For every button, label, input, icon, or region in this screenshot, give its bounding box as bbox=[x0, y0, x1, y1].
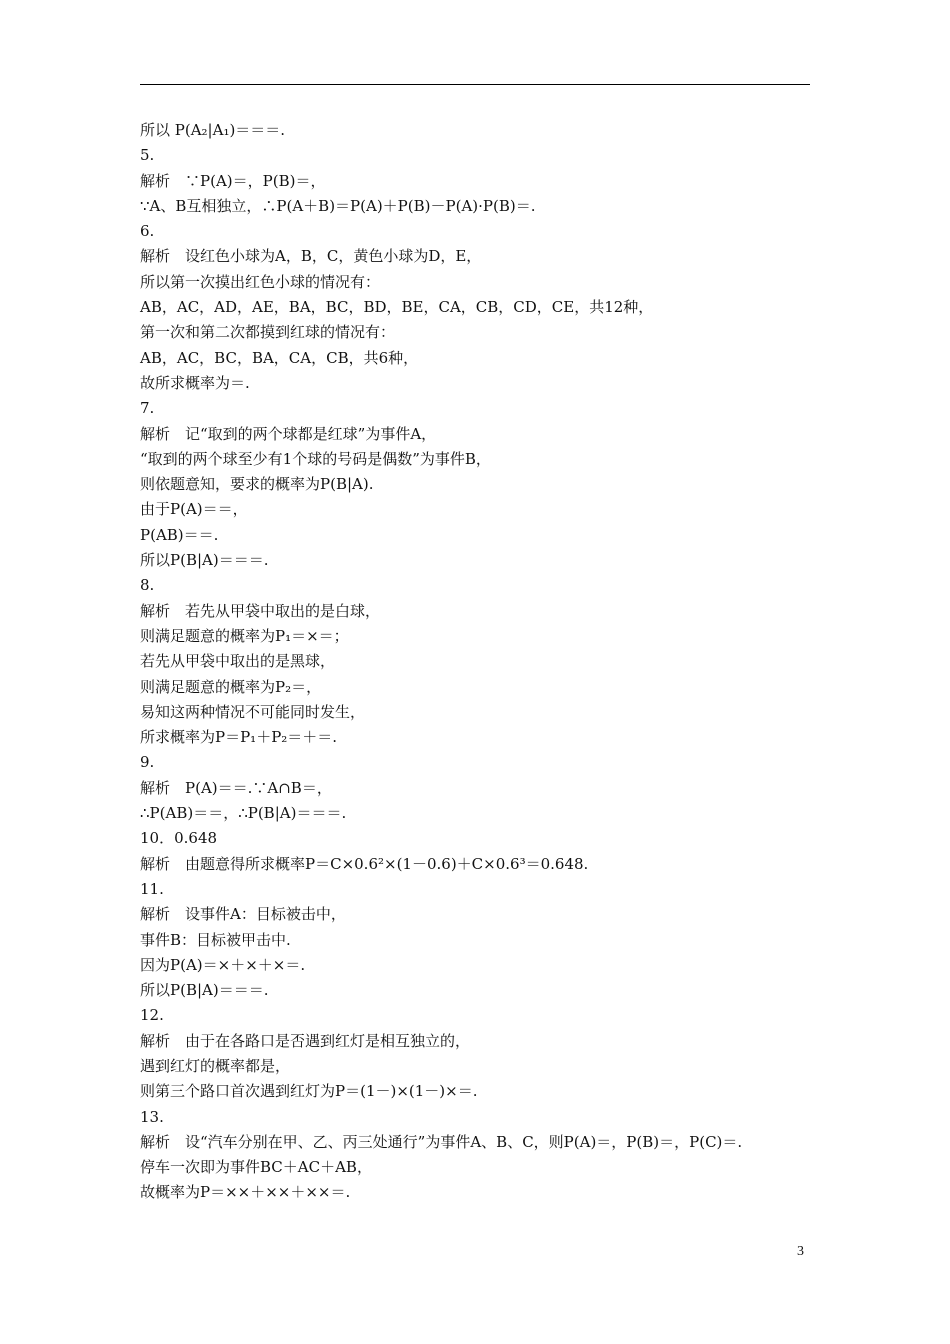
text-line: 解析 设“汽车分别在甲、乙、丙三处通行”为事件A、B、C，则P(A)＝，P(B)＝，P(C)＝. bbox=[140, 1132, 743, 1151]
text-line: 8. bbox=[140, 576, 155, 595]
text-line: 解析 由于在各路口是否遇到红灯是相互独立的， bbox=[140, 1031, 471, 1050]
text-line: 易知这两种情况不可能同时发生， bbox=[140, 702, 366, 721]
text-line: “取到的两个球至少有1个球的号码是偶数”为事件B， bbox=[140, 449, 491, 468]
text-line: 则依题意知，要求的概率为P(B|A). bbox=[140, 475, 374, 494]
text-line: 7. bbox=[140, 399, 155, 418]
text-line: 12. bbox=[140, 1006, 164, 1025]
text-line: 解析 P(A)＝＝.∵A∩B＝， bbox=[140, 778, 332, 797]
text-line: 所以P(B|A)＝＝＝. bbox=[140, 551, 269, 570]
text-line: 所以 P(A₂|A₁)＝＝＝. bbox=[140, 121, 286, 139]
document-body bbox=[140, 118, 820, 1206]
text-line: 则满足题意的概率为P₁＝×＝； bbox=[140, 626, 349, 645]
text-line: 解析 若先从甲袋中取出的是白球， bbox=[140, 601, 381, 620]
text-line: 5. bbox=[140, 146, 155, 165]
text-line: 所以第一次摸出红色小球的情况有： bbox=[140, 272, 381, 291]
text-line: 解析 设事件A：目标被击中， bbox=[140, 905, 346, 924]
text-line: 则第三个路口首次遇到红灯为P＝(1－)×(1－)×＝. bbox=[140, 1082, 478, 1101]
text-line: 事件B：目标被甲击中. bbox=[140, 930, 291, 949]
text-line: ∴P(AB)＝＝，∴P(B|A)＝＝＝. bbox=[140, 804, 347, 823]
text-line: 由于P(A)＝＝， bbox=[140, 500, 248, 519]
text-line: 6. bbox=[140, 222, 155, 241]
text-line: 解析 ∵P(A)＝，P(B)＝， bbox=[140, 171, 326, 190]
text-line: AB，AC，BC，BA，CA，CB，共6种， bbox=[140, 348, 419, 367]
text-line: 所求概率为P＝P₁＋P₂＝＋＝. bbox=[140, 728, 338, 747]
text-line: 所以P(B|A)＝＝＝. bbox=[140, 981, 269, 1000]
text-line: 解析 设红色小球为A，B，C，黄色小球为D，E， bbox=[140, 247, 482, 266]
text-line: 9. bbox=[140, 753, 155, 772]
text-line: AB，AC，AD，AE，BA，BC，BD，BE，CA，CB，CD，CE，共12种， bbox=[140, 298, 654, 317]
text-line: 遇到红灯的概率都是， bbox=[140, 1056, 291, 1075]
text-line: 故所求概率为＝. bbox=[140, 373, 250, 392]
header-rule bbox=[140, 84, 810, 85]
text-line: 解析 记“取到的两个球都是红球”为事件A， bbox=[140, 424, 437, 443]
text-line: 解析 由题意得所求概率P＝C×0.6²×(1－0.6)＋C×0.6³＝0.648. bbox=[140, 854, 589, 873]
text-line: 故概率为P＝××＋××＋××＝. bbox=[140, 1183, 351, 1202]
text-line: ∵A、B互相独立，∴P(A＋B)＝P(A)＋P(B)－P(A)·P(B)＝. bbox=[140, 196, 536, 215]
text-line: 因为P(A)＝×＋×＋×＝. bbox=[140, 955, 306, 974]
text-line: 则满足题意的概率为P₂＝， bbox=[140, 677, 322, 696]
text-line: 若先从甲袋中取出的是黑球， bbox=[140, 652, 336, 671]
text-line: 10．0.648 bbox=[140, 829, 218, 848]
text-line: 11. bbox=[140, 879, 164, 898]
text-line: 停车一次即为事件BC＋AC＋AB， bbox=[140, 1158, 372, 1177]
text-line: 第一次和第二次都摸到红球的情况有： bbox=[140, 323, 396, 342]
text-line: 13. bbox=[140, 1107, 164, 1126]
text-line: P(AB)＝＝. bbox=[140, 525, 219, 544]
page-number: 3 bbox=[797, 1244, 804, 1259]
